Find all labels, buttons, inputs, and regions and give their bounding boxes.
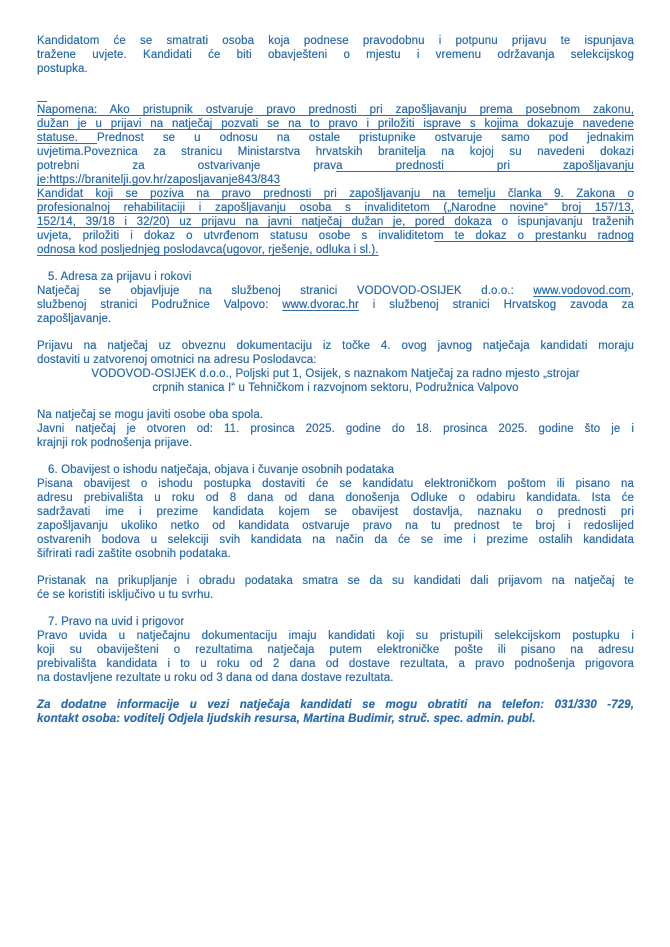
link-vodovod-website[interactable]: www.vodovod.com	[533, 285, 631, 297]
text-segment: šifrirati radi zaštite osobnih podataka.	[37, 548, 231, 560]
section-heading	[37, 615, 634, 629]
text-line	[37, 353, 634, 367]
text-segment: 5. Adresa za prijavu i rokovi	[48, 271, 192, 283]
text-line	[37, 48, 634, 62]
text-segment: Prednost se u odnosu na ostale pristupnike ostvaruje samo pod jednakim	[97, 132, 634, 144]
text-segment: krajnji rok podnošenja prijave.	[37, 437, 193, 449]
section-7-review-objection	[37, 615, 634, 685]
text-segment: 7. Pravo na uvid i prigovor	[48, 616, 185, 628]
text-line	[37, 215, 634, 229]
text-segment: Za dodatne informacije u vezi natječaja kandidati se mogu obratiti na telefon: 031/330 -729,	[37, 699, 634, 711]
text-segment: Napomena: Ako pristupnik ostvaruje pravo prednosti pri zapošljavanju prema posebnom zakonu,	[37, 104, 634, 116]
text-segment	[37, 90, 47, 102]
text-segment: i službenoj stranici Hrvatskog zavoda za	[358, 299, 634, 311]
text-line	[37, 367, 634, 381]
text-segment: Pravo uvida u natječajnu dokumentaciju imaju kandidati koji su pristupili selekcijskom postupku i	[37, 630, 634, 642]
text-segment: statuse.	[37, 132, 98, 144]
text-segment: Pisana obavijest o ishodu postupka dostaviti će se kandidatu elektroničkom poštom ili pisano na	[37, 478, 634, 490]
section-6-outcome-notice	[37, 463, 634, 561]
text-line	[37, 159, 634, 173]
text-line	[37, 408, 634, 422]
text-segment: kontakt osoba: voditelj Odjela ljudskih resursa, Martina Budimir, struč. spec. admin. publ.	[37, 713, 536, 725]
text-segment: adresu prebivališta u roku od 8 dana od dana donošenja Odluke o odabiru kandidata. Ista će	[37, 492, 634, 504]
text-segment: Prijavu na natječaj uz obveznu dokumentaciju iz točke 4. ovog javnog natječaja kandidati moraju	[37, 340, 634, 352]
text-line	[37, 145, 634, 159]
paragraph-eligibility	[37, 34, 634, 76]
text-segment: prebivališta kandidata i to u roku od 2 dana od dostave rezultata, a pravo podnošenja prigovora	[37, 658, 634, 670]
section-5-address	[37, 270, 634, 326]
text-line	[37, 131, 634, 145]
text-segment: profesionalnoj rehabilitaciji i zapošljavanju osoba s invaliditetom („Narodne novine“ broj 157/13,	[37, 202, 634, 214]
text-segment: dužan je u prijavi na natječaj pozvati se na to pravo i priložiti isprave s kojima dokazuje navedene	[37, 118, 634, 130]
text-segment: 152/14, 39/18 i 32/20) uz prijavu na javni natječaj dužan je, pored doka	[37, 216, 480, 228]
text-segment: Javni natječaj je otvoren od: 11. prosinca 2025. godine do 18. prosinca 2025. godine što je i	[37, 423, 634, 435]
text-segment: VODOVOD-OSIJEK d.o.o., Poljski put 1, Osijek, s naznakom Natječaj za radno mjesto „strojar	[91, 368, 580, 380]
text-segment: za o ispunjavanju traženih	[479, 216, 634, 228]
text-segment: crpnih stanica I“ u Tehničkom i razvojnom sektoru, Podružnica Valpovo	[152, 382, 519, 394]
text-line	[37, 339, 634, 353]
text-line	[37, 574, 634, 588]
text-segment: Natječaj se objavljuje na službenoj stranici VODOVOD-OSIJEK d.o.o.:	[37, 285, 534, 297]
text-segment: Na natječaj se mogu javiti osobe oba spola.	[37, 409, 264, 421]
text-line	[37, 547, 634, 561]
text-line	[37, 229, 634, 243]
text-segment: 6. Obavijest o ishodu natječaja, objava i čuvanje osobnih podataka	[48, 464, 395, 476]
paragraph-priority-rights	[37, 89, 634, 257]
paragraph-data-consent	[37, 574, 634, 602]
text-segment: uvjeta, priložiti i dokaz o utvrđenom statusu osobe s invaliditeto	[37, 230, 434, 242]
text-line	[37, 298, 634, 312]
text-line	[37, 491, 634, 505]
text-segment: Pristanak na prikupljanje i obradu podataka smatra se da su kandidati dali prijavom na natječaj te	[37, 575, 634, 587]
text-segment: službenoj stranici Podružnice Valpovo:	[37, 299, 283, 311]
text-line	[37, 284, 634, 298]
section-heading	[37, 463, 634, 477]
text-line	[37, 629, 634, 643]
text-segment: će se koristiti isključivo u tu svrhu.	[37, 589, 214, 601]
text-line	[37, 588, 634, 602]
text-line	[37, 173, 634, 187]
section-heading	[37, 270, 634, 284]
link-branitelji-website[interactable]: https://branitelji.gov.hr/zaposljavanje843/843	[49, 174, 281, 186]
text-segment: m te dokaz o prestanku radnog	[433, 230, 634, 242]
text-line	[37, 477, 634, 491]
text-segment: sadržavati ime i prezime kandidata kojem se obavijest dostavlja, naznaku o prednosti pri	[37, 506, 634, 518]
text-segment: uvjetima.Poveznica za stranicu Ministarstva hrvatskih branitelja na kojoj su navedeni dokazi	[37, 146, 634, 158]
text-segment: dostaviti u zatvorenoj omotnici na adresu Poslodavca:	[37, 354, 317, 366]
paragraph-application-delivery	[37, 339, 634, 395]
text-segment: potrebni za ostvarivanje prav	[37, 160, 337, 172]
text-segment: ostvarenih bodova u selekciji svih kandidata na način da će se ime i prezime ostalih kandidata	[37, 534, 634, 546]
text-segment: tražene uvjete. Kandidati će biti obavješteni o mjestu i vremenu održavanja selekcijskog	[37, 49, 634, 61]
text-segment: Kandidatom će se smatrati osoba koja podnese pravodobnu i potpunu prijavu te ispunjava	[37, 35, 634, 47]
text-line	[37, 436, 634, 450]
text-segment: a prednosti pri zapošljavanju	[336, 160, 634, 172]
text-line	[37, 422, 634, 436]
text-line	[37, 89, 634, 103]
text-segment: zapošljavanje.	[37, 313, 112, 325]
paragraph-contact-info	[37, 698, 634, 726]
link-dvorac-website[interactable]: www.dvorac.hr	[282, 299, 359, 311]
text-line	[37, 381, 634, 395]
text-line	[37, 117, 634, 131]
text-line	[37, 243, 634, 257]
text-line	[37, 103, 634, 117]
text-segment: odnosa kod posljednjeg poslodavca(ugovor, rješenje, odluka i sl.).	[37, 244, 379, 256]
text-line	[37, 201, 634, 215]
text-line	[37, 312, 634, 326]
text-line	[37, 643, 634, 657]
paragraph-deadline	[37, 408, 634, 450]
text-line	[37, 62, 634, 76]
text-line	[37, 34, 634, 48]
text-segment: je:	[37, 174, 50, 186]
text-segment: postupka.	[37, 63, 88, 75]
text-line	[37, 533, 634, 547]
text-segment: na dostavljene rezultate u roku od 3 dana od dana dostave rezultata.	[37, 672, 394, 684]
text-line	[37, 657, 634, 671]
text-segment: Kandidat koji se poziva na pravo prednosti pri zapošljavanju na temelju članka 9. Zakona o	[37, 188, 634, 200]
text-segment: zapošljavanju ukoliko netko od kandidata ostvaruje pravo na tu prednost te broj i redoslijed	[37, 520, 634, 532]
text-segment: koji su obaviješteni o rezultatima natječaja putem elektroničke pošte ili pisano na adresu	[37, 644, 634, 656]
text-line	[37, 187, 634, 201]
text-line	[37, 698, 634, 712]
text-segment: ,	[630, 285, 634, 297]
text-line	[37, 519, 634, 533]
text-line	[37, 671, 634, 685]
text-line	[37, 712, 634, 726]
text-line	[37, 505, 634, 519]
